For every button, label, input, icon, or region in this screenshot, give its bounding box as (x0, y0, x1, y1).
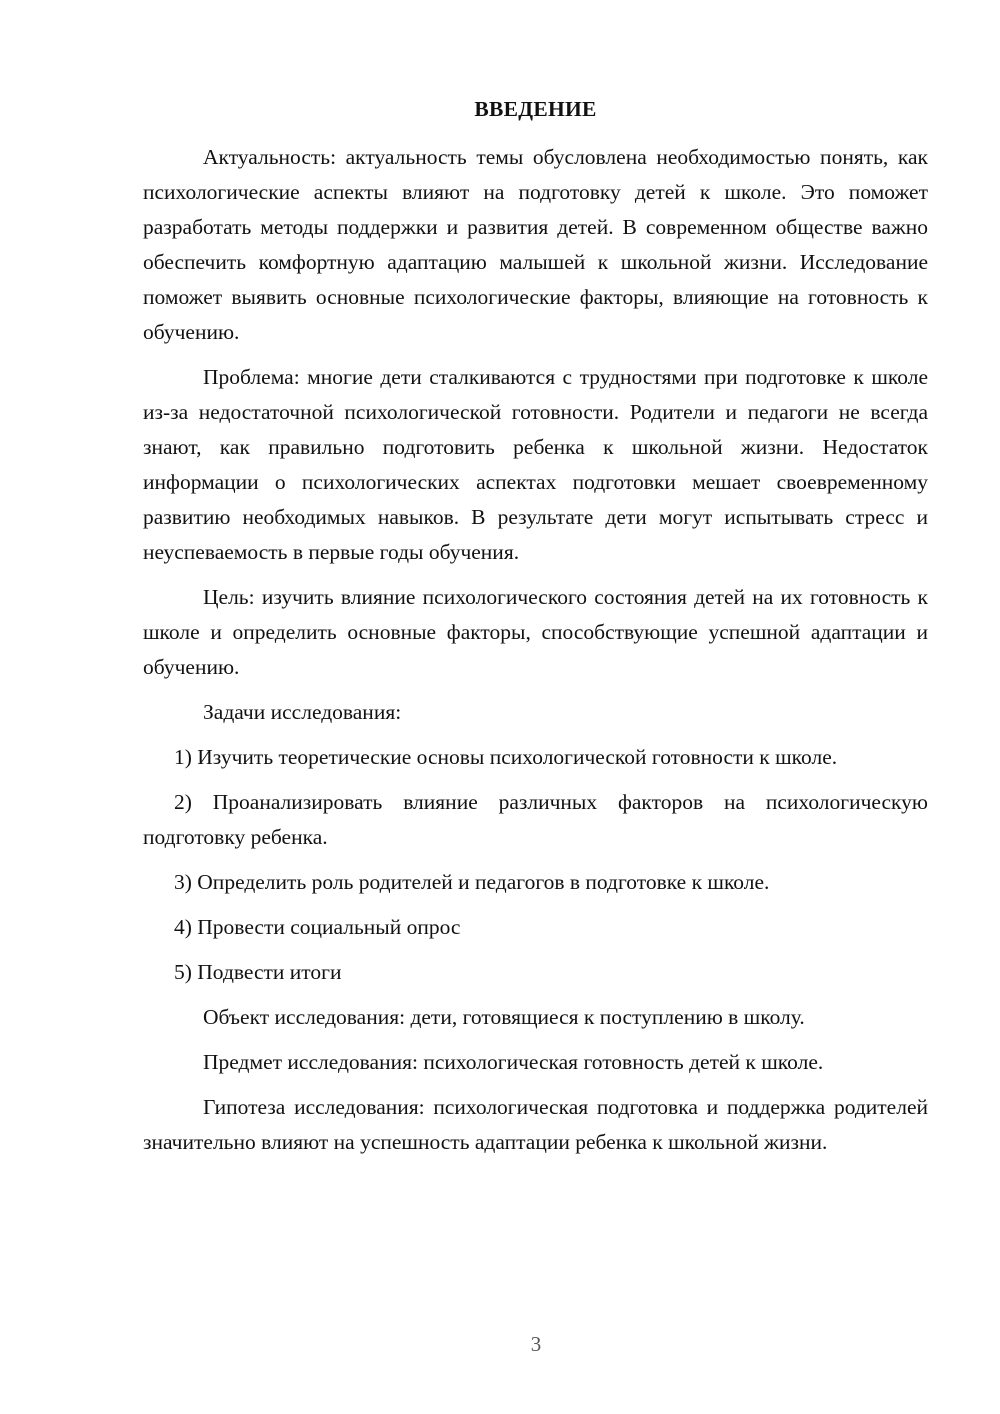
list-item-task-1: 1) Изучить теоретические основы психологической готовности к школе. (174, 745, 838, 769)
list-item-task-3: 3) Определить роль родителей и педагогов в подготовке к школе. (174, 870, 770, 894)
paragraph-goal: Цель: изучить влияние психологического состояния детей на их готовность к школе и определить основные факторы, способствующие успешной адаптации и обучению. (143, 585, 928, 679)
list-item-task-4: 4) Провести социальный опрос (174, 915, 461, 939)
page-title: ВВЕДЕНИЕ (474, 97, 597, 121)
paragraph-object: Объект исследования: дети, готовящиеся к поступлению в школу. (203, 1005, 805, 1029)
paragraph-problem: Проблема: многие дети сталкиваются с трудностями при подготовке к школе из-за недостаточной психологической готовности. Родители и педагоги не всегда знают, как правильно подготовить ребенка к школьной жизни. Недостаток информации о психологических аспектах подготовки мешает своевременному развитию необходимых навыков. В результате дети могут испытывать стресс и неуспеваемость в первые годы обучения. (143, 365, 928, 564)
paragraph-subject: Предмет исследования: психологическая готовность детей к школе. (203, 1050, 824, 1074)
list-item-task-2: 2) Проанализировать влияние различных факторов на психологическую подготовку ребенка. (143, 790, 928, 849)
paragraph-relevance: Актуальность: актуальность темы обусловлена необходимостью понять, как психологические аспекты влияют на подготовку детей к школе. Это поможет разработать методы поддержки и развития детей. В современном обществе важно обеспечить комфортную адаптацию малышей к школьной жизни. Исследование поможет выявить основные психологические факторы, влияющие на готовность к обучению. (143, 145, 928, 344)
paragraph-hypothesis: Гипотеза исследования: психологическая подготовка и поддержка родителей значительно влияют на успешность адаптации ребенка к школьной жизни. (143, 1095, 928, 1154)
page-number: 3 (530, 1332, 542, 1356)
tasks-heading: Задачи исследования: (203, 700, 402, 724)
document-page (143, 92, 928, 1170)
list-item-task-5: 5) Подвести итоги (174, 960, 342, 984)
